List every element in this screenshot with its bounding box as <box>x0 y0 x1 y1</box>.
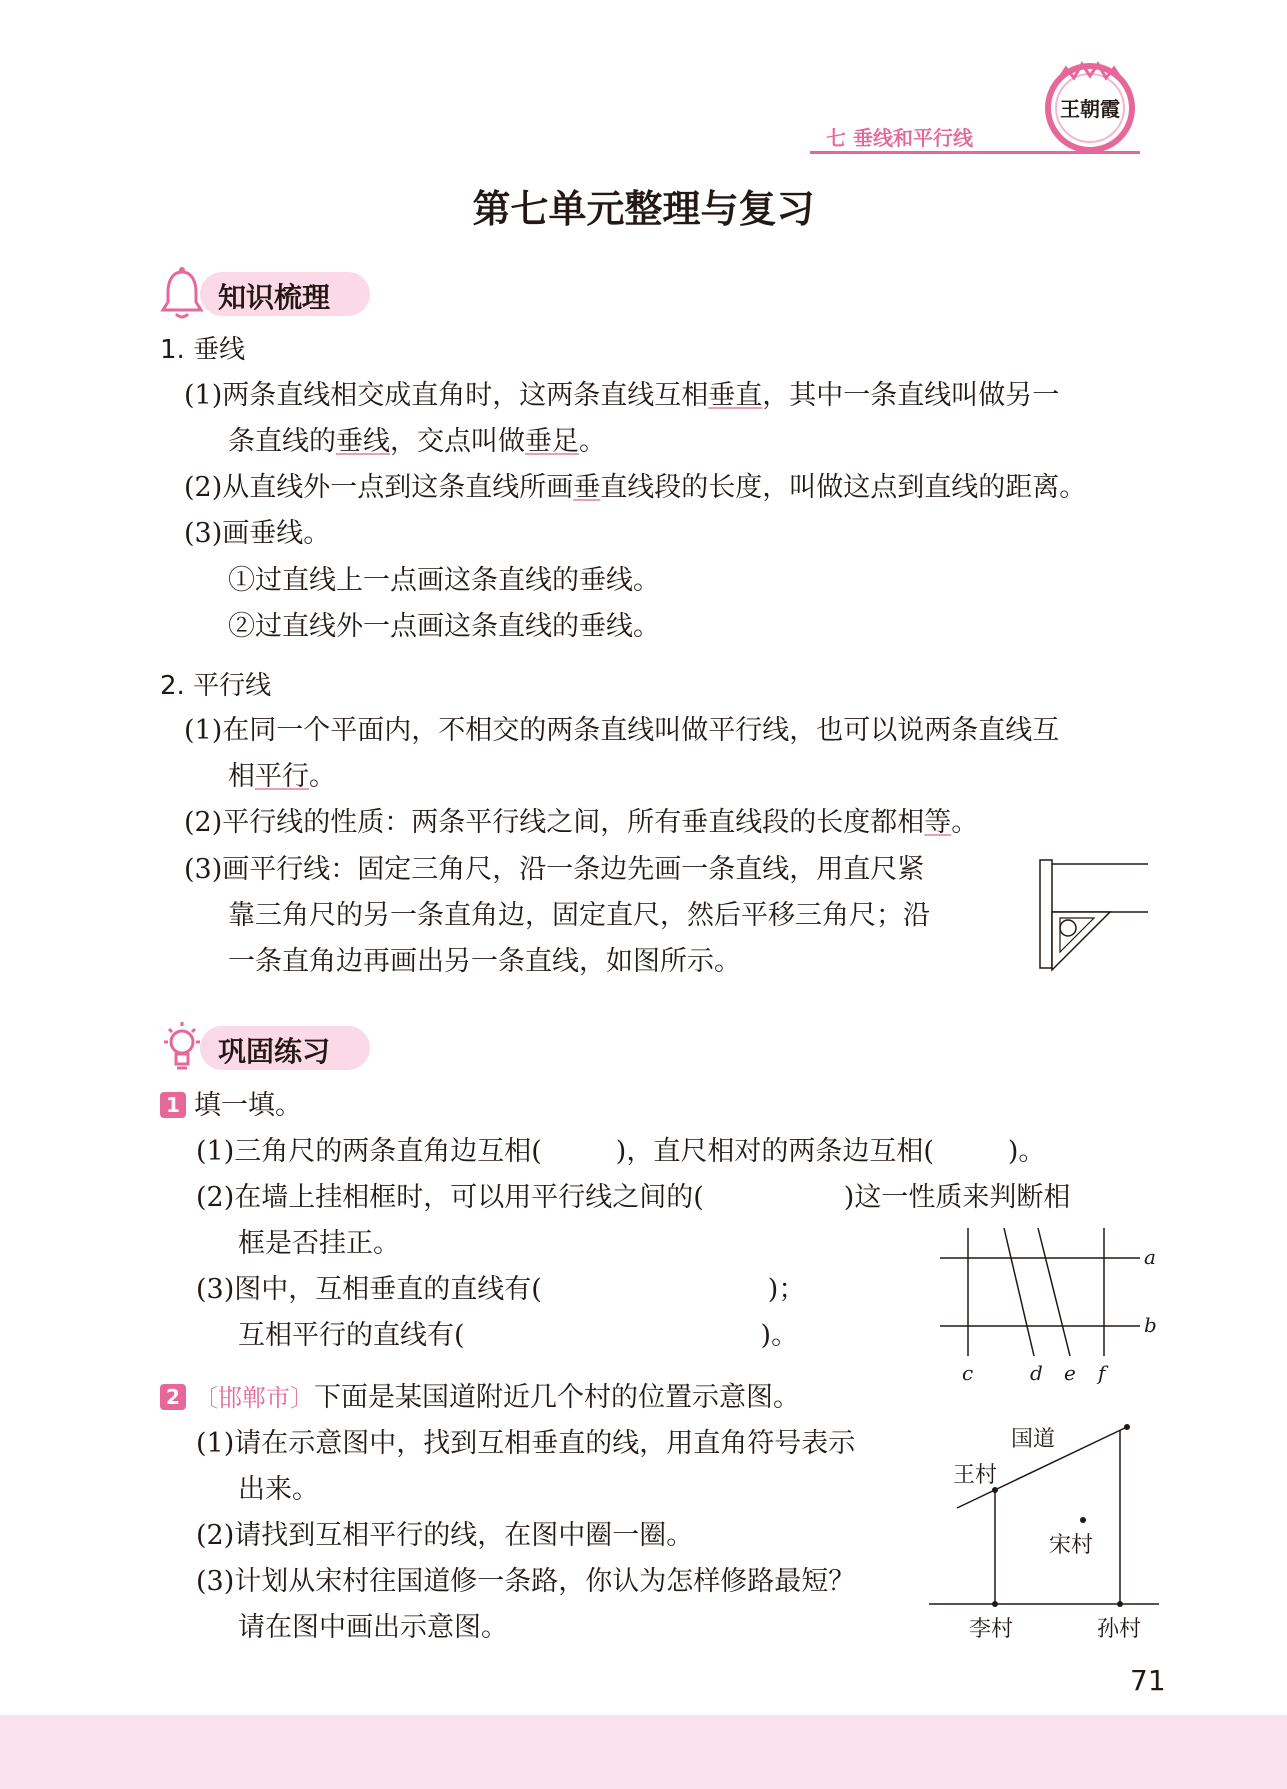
perp-item-3: (3)画垂线。 <box>184 518 331 549</box>
perp-item-3-1: ①过直线上一点画这条直线的垂线。 <box>228 565 660 596</box>
perp-title: 1. 垂线 <box>160 335 246 365</box>
label-a: a <box>1144 1245 1156 1269</box>
page-title: 第七单元整理与复习 <box>472 187 815 231</box>
exercise-1-c: (3)图中，互相垂直的直线有( )； <box>196 1274 806 1305</box>
section-title: 巩固练习 <box>218 1035 331 1068</box>
page-number: 71 <box>1130 1664 1166 1697</box>
publisher-logo <box>1040 58 1140 158</box>
parallel-item-1a: (1)在同一个平面内，不相交的两条直线叫做平行线，也可以说两条直线互 <box>184 715 1060 746</box>
exercise-2-a2: 出来。 <box>238 1474 319 1505</box>
perp-item-1b: 条直线的垂线，交点叫做垂足。 <box>228 426 606 457</box>
label-sun-village: 孙村 <box>1097 1617 1142 1642</box>
section-title: 知识梳理 <box>218 281 331 314</box>
chapter-label: 七 垂线和平行线 <box>826 126 973 150</box>
exercise-1-b: (2)在墙上挂相框时，可以用平行线之间的( )这一性质来判断相 <box>196 1182 1071 1213</box>
exercise-1-title: 1 填一填。 <box>160 1088 302 1124</box>
label-c: c <box>962 1361 974 1385</box>
parallel-item-1b: 相平行。 <box>228 761 336 792</box>
label-wang-village: 王村 <box>953 1463 998 1488</box>
label-f: f <box>1098 1361 1106 1385</box>
label-e: e <box>1064 1361 1076 1385</box>
label-highway: 国道 <box>1011 1427 1056 1452</box>
label-song-village: 宋村 <box>1049 1533 1094 1558</box>
exercise-number: 2 <box>160 1384 186 1410</box>
exercise-2-a: (1)请在示意图中，找到互相垂直的线，用直角符号表示 <box>196 1428 856 1459</box>
exercise-1-c2: 互相平行的直线有( )。 <box>238 1320 799 1351</box>
bell-icon <box>160 266 204 320</box>
perp-item-3-2: ②过直线外一点画这条直线的垂线。 <box>228 611 660 642</box>
exercise-2-c2: 请在图中画出示意图。 <box>238 1612 508 1643</box>
parallel-item-3a: (3)画平行线：固定三角尺，沿一条边先画一条直线，用直尺紧 <box>184 854 925 885</box>
line-e <box>1038 1228 1070 1356</box>
exercise-1-a: (1)三角尺的两条直角边互相( )，直尺相对的两条边互相( )。 <box>196 1136 1046 1167</box>
exercise-1-b2: 框是否挂正。 <box>238 1228 400 1259</box>
parallel-item-2: (2)平行线的性质：两条平行线之间，所有垂直线段的长度都相等。 <box>184 807 979 838</box>
label-li-village: 李村 <box>969 1617 1014 1642</box>
label-b: b <box>1144 1313 1157 1337</box>
section-practice <box>160 1026 400 1072</box>
parallel-title: 2. 平行线 <box>160 671 272 701</box>
section-knowledge <box>160 272 400 318</box>
parallel-item-3b: 靠三角尺的另一条直角边，固定直尺，然后平移三角尺；沿 <box>228 900 930 931</box>
parallel-drawing-figure <box>1030 856 1156 974</box>
svg-text:王朝霞: 王朝霞 <box>1060 97 1120 121</box>
bottom-band <box>0 1715 1287 1789</box>
village-map-figure <box>925 1412 1165 1652</box>
line-d <box>1004 1228 1034 1356</box>
lightbulb-icon <box>160 1020 204 1074</box>
lines-figure <box>930 1218 1160 1388</box>
exercise-2-c: (3)计划从宋村往国道修一条路，你认为怎样修路最短？ <box>196 1566 856 1597</box>
perp-item-2: (2)从直线外一点到这条直线所画垂直线段的长度，叫做这点到直线的距离。 <box>184 472 1087 503</box>
exercise-2-b: (2)请找到互相平行的线，在图中圈一圈。 <box>196 1520 694 1551</box>
region-tag: 〔邯郸市〕 <box>194 1384 314 1412</box>
perp-item-1a: (1)两条直线相交成直角时，这两条直线互相垂直，其中一条直线叫做另一 <box>184 380 1060 411</box>
parallel-item-3c: 一条直角边再画出另一条直线，如图所示。 <box>228 946 741 977</box>
exercise-2-title: 2 〔邯郸市〕下面是某国道附近几个村的位置示意图。 <box>160 1380 800 1416</box>
exercise-number: 1 <box>160 1092 186 1118</box>
label-d: d <box>1030 1361 1043 1385</box>
